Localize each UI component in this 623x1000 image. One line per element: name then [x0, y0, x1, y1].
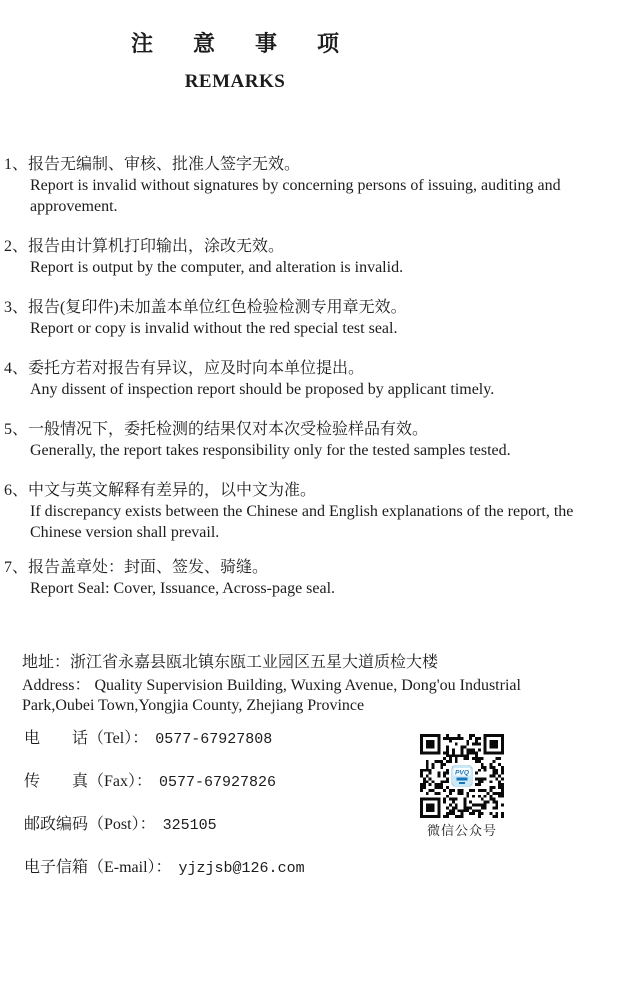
address-zh: 地址：浙江省永嘉县瓯北镇东瓯工业园区五星大道质检大楼	[22, 654, 439, 671]
remark-item-5	[0, 419, 594, 461]
page-header	[0, 30, 470, 93]
contact-tel-row	[24, 728, 414, 751]
item-text-en: If discrepancy exists between the Chinese and English explanations of the report, the Chinese version shall prevail.	[30, 503, 574, 541]
item-text-zh: 报告(复印件)未加盖本单位红色检验检测专用章无效。	[28, 299, 407, 316]
item-number: 2、	[4, 238, 29, 255]
wechat-qr-code	[420, 734, 504, 818]
item-text-en: Report Seal: Cover, Issuance, Across-page seal.	[30, 580, 336, 597]
remark-item-1	[0, 154, 594, 217]
item-number: 5、	[4, 421, 29, 438]
remark-item-4	[0, 358, 594, 400]
contact-block	[24, 728, 414, 900]
item-text-zh: 报告无编制、审核、批准人签字无效。	[28, 156, 301, 173]
remark-item-2	[0, 236, 594, 278]
contact-fax-row	[24, 771, 414, 794]
item-text-zh: 一般情况下，委托检测的结果仅对本次受检验样品有效。	[28, 421, 429, 438]
contact-email-label: 电子信箱（E-mail）：	[24, 859, 172, 876]
contact-post-value: 325105	[162, 817, 217, 834]
address-en: Address： Quality Supervision Building, Wuxing Avenue, Dong'ou Industrial Park,Oubei Town,Yongjia County, Zhejiang Province	[22, 677, 521, 714]
page-title-zh	[0, 30, 470, 58]
contact-tel-value: 0577-67927808	[155, 731, 273, 748]
contact-fax-value: 0577-67927826	[159, 774, 277, 791]
contact-fax-label: 传 真（Fax）：	[24, 773, 153, 790]
item-number: 1、	[4, 156, 29, 173]
item-number: 7、	[4, 559, 29, 576]
item-text-en: Generally, the report takes responsibility only for the tested samples tested.	[30, 442, 511, 459]
item-text-zh: 报告盖章处：封面、签发、骑缝。	[28, 559, 269, 576]
item-number: 4、	[4, 360, 29, 377]
contact-post-row	[24, 814, 414, 837]
contact-email-row	[24, 857, 414, 880]
page-title-zh-text: 注意事项	[130, 31, 379, 56]
qr-caption: 微信公众号	[426, 823, 497, 838]
remark-item-6	[0, 480, 594, 543]
item-text-zh: 中文与英文解释有差异的，以中文为准。	[28, 482, 317, 499]
contact-post-label: 邮政编码（Post）：	[24, 816, 156, 833]
item-text-en: Any dissent of inspection report should be proposed by applicant timely.	[30, 381, 495, 398]
page-title-en: REMARKS	[184, 71, 286, 92]
remark-item-7	[0, 557, 594, 599]
svg-text:PVQ: PVQ	[454, 769, 470, 777]
item-text-zh: 报告由计算机打印输出，涂改无效。	[28, 238, 285, 255]
address-block	[22, 650, 590, 716]
item-text-en: Report or copy is invalid without the red special test seal.	[30, 320, 398, 337]
item-text-en: Report is output by the computer, and alteration is invalid.	[30, 259, 404, 276]
item-number: 6、	[4, 482, 29, 499]
contact-email-value: yjzjsb@126.com	[178, 860, 305, 877]
item-number: 3、	[4, 299, 29, 316]
item-text-zh: 委托方若对报告有异议，应及时向本单位提出。	[28, 360, 365, 377]
remarks-list	[0, 154, 594, 618]
wechat-qr-block	[420, 734, 504, 839]
item-text-en: Report is invalid without signatures by concerning persons of issuing, auditing and approvement.	[30, 177, 561, 215]
contact-tel-label: 电 话（Tel）：	[24, 730, 149, 747]
remark-item-3	[0, 297, 594, 339]
